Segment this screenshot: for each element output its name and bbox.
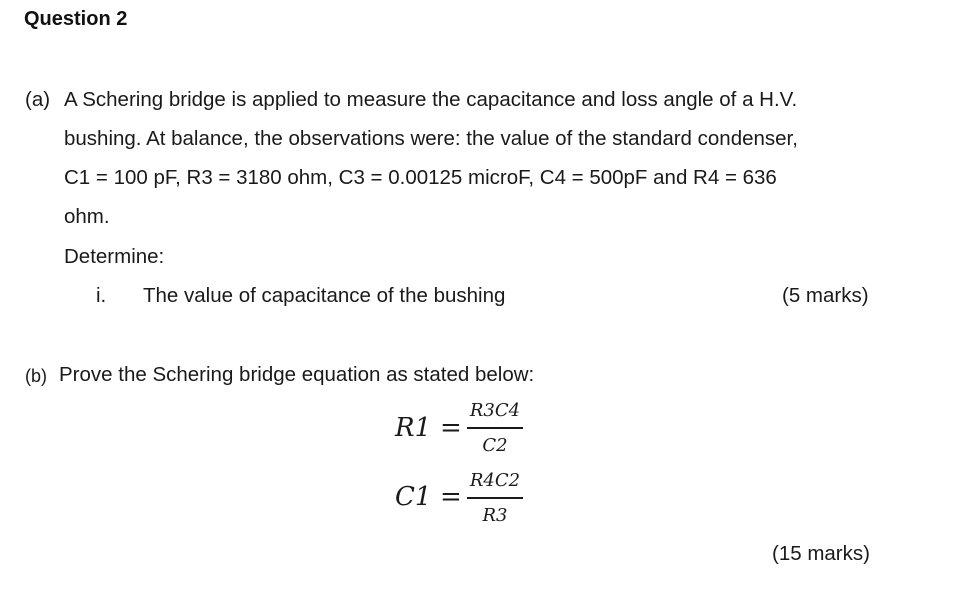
part-a-line-3: C1 = 100 pF, R3 = 3180 ohm, C3 = 0.00125 microF, C4 = 500pF and R4 = 636 bbox=[64, 166, 777, 189]
part-a-line-4: ohm. bbox=[64, 205, 110, 228]
part-b-label: (b) bbox=[25, 366, 47, 386]
fraction-bar bbox=[467, 427, 523, 429]
equation-r1-equals: = bbox=[440, 413, 462, 443]
item-i-marks: (5 marks) bbox=[782, 284, 869, 307]
equation-c1-numerator: R4C2 bbox=[469, 470, 521, 491]
part-b-marks: (15 marks) bbox=[772, 542, 870, 565]
fraction-bar bbox=[467, 497, 523, 499]
equation-r1-numerator: R3C4 bbox=[469, 400, 521, 421]
equation-r1-denominator: C2 bbox=[482, 434, 508, 456]
determine-label: Determine: bbox=[64, 245, 165, 268]
equation-c1-equals: = bbox=[440, 482, 462, 512]
equation-c1-fraction bbox=[467, 470, 523, 527]
part-a-label: (a) bbox=[25, 88, 51, 111]
item-i-text: The value of capacitance of the bushing bbox=[143, 284, 506, 307]
item-i-number: i. bbox=[96, 284, 107, 307]
part-a-line-2: bushing. At balance, the observations were: the value of the standard condenser, bbox=[64, 127, 798, 150]
equation-c1-lhs: C1 bbox=[395, 482, 432, 512]
equation-r1-lhs: R1 bbox=[395, 413, 432, 443]
part-b-text: Prove the Schering bridge equation as stated below: bbox=[59, 363, 535, 386]
equation-c1-denominator: R3 bbox=[482, 504, 508, 526]
equation-r1-fraction bbox=[467, 400, 523, 457]
part-a-line-1: A Schering bridge is applied to measure the capacitance and loss angle of a H.V. bbox=[64, 88, 798, 111]
question-title: Question 2 bbox=[24, 8, 128, 30]
